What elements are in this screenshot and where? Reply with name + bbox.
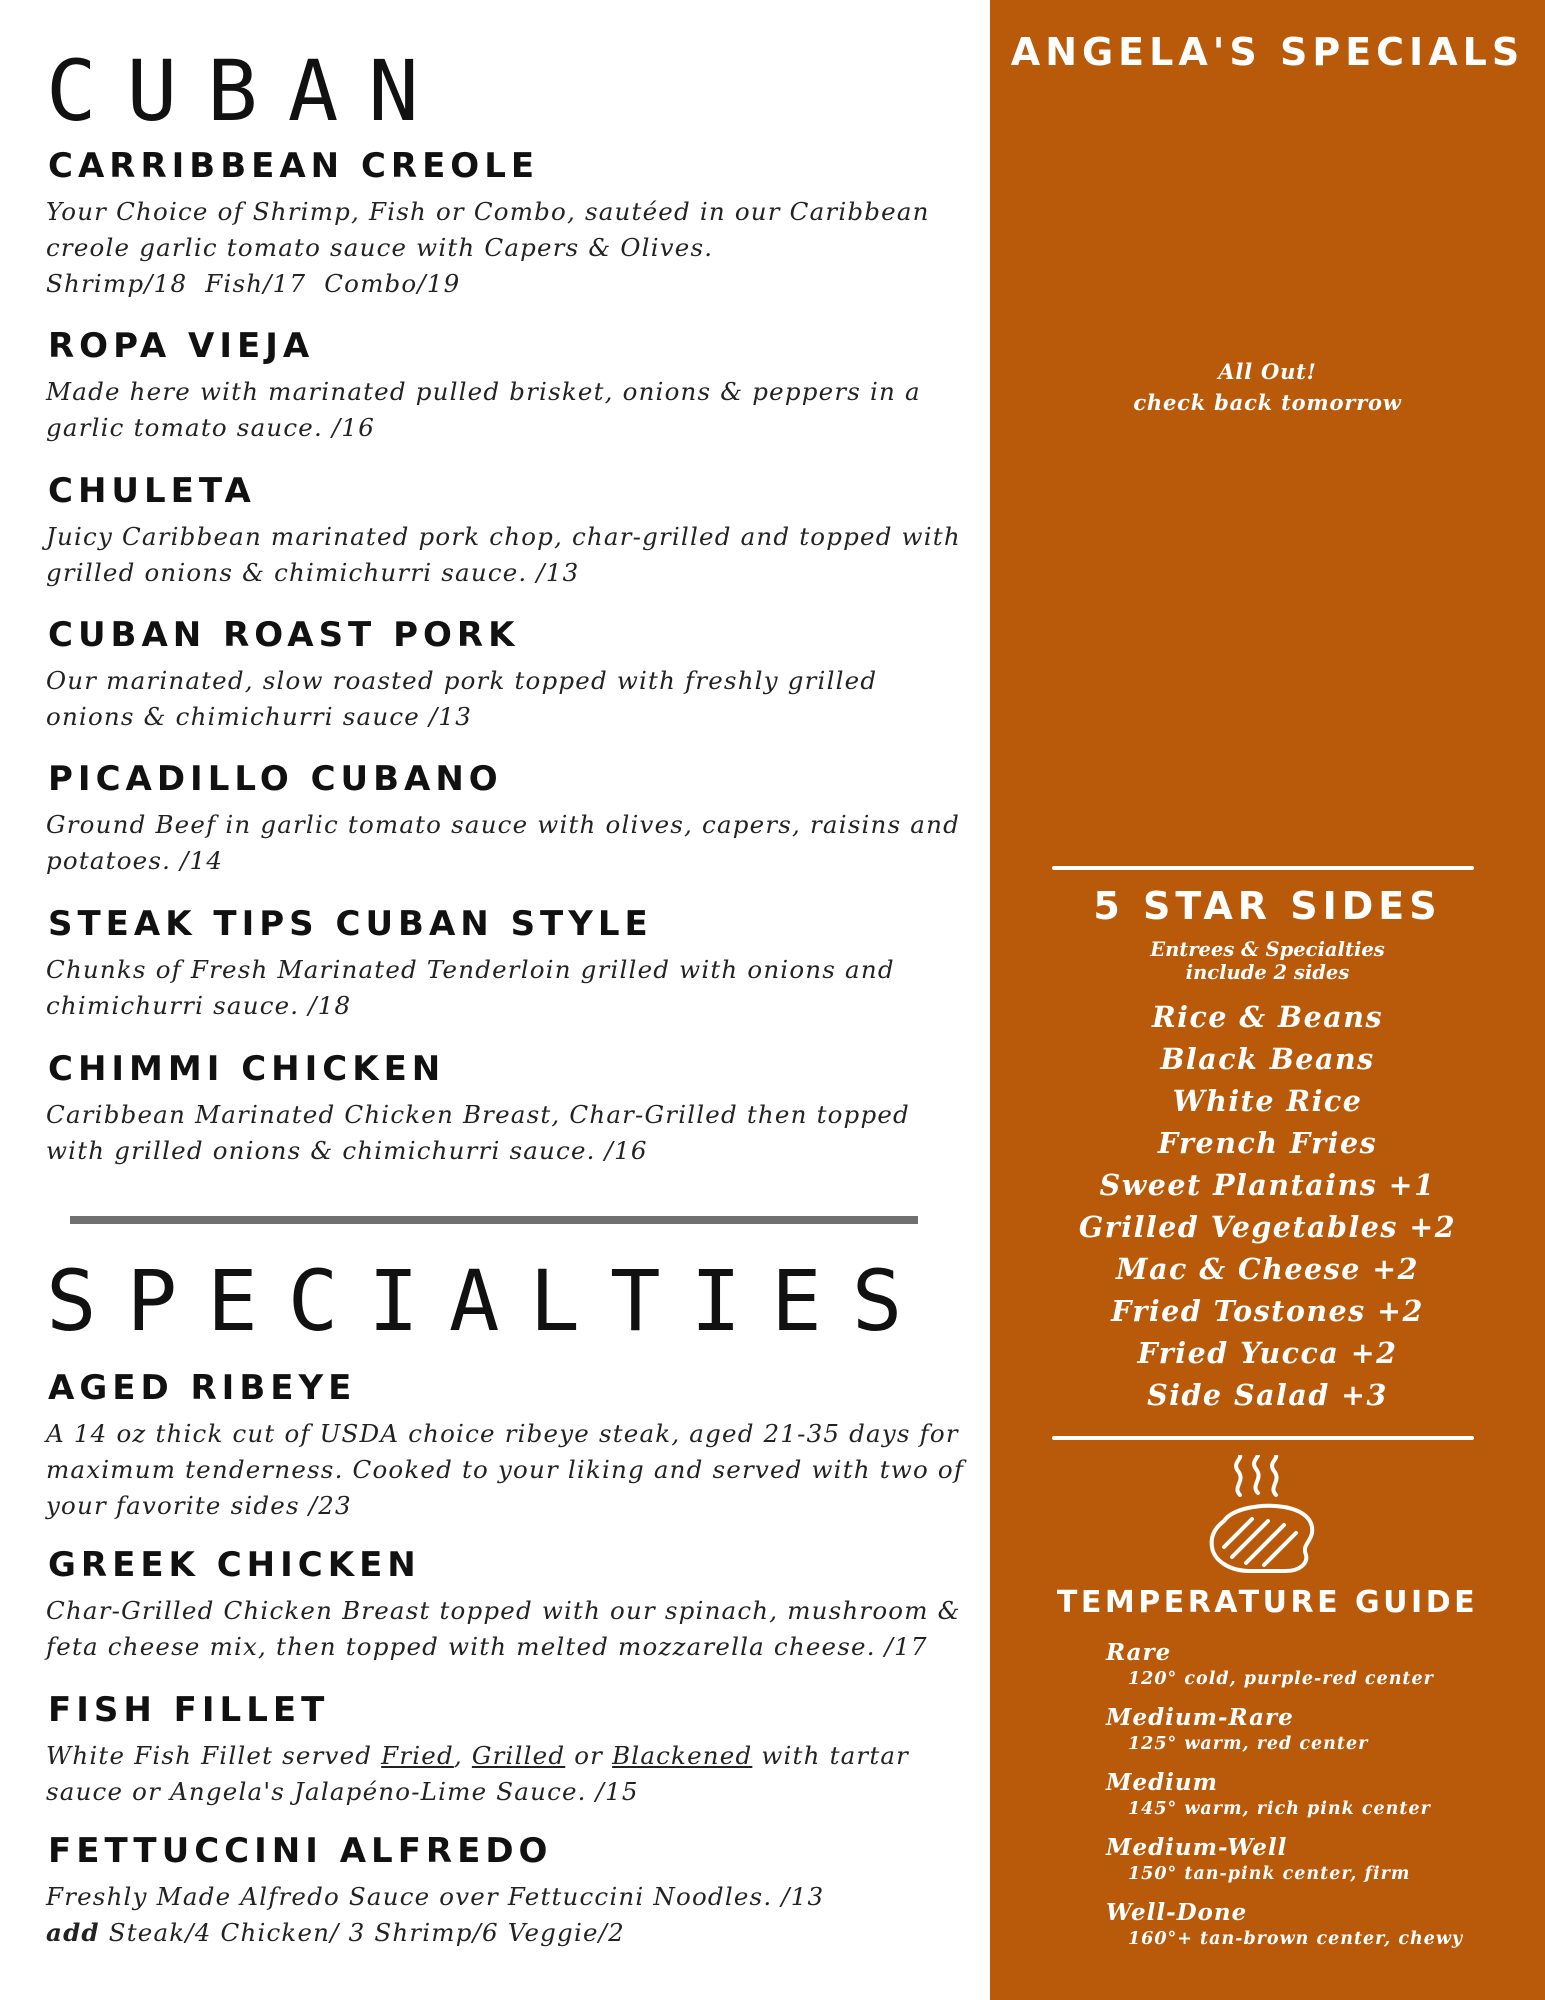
option-fried: Fried	[381, 1741, 454, 1770]
option-blackened: Blackened	[612, 1741, 753, 1770]
sides-list	[990, 996, 1545, 1416]
side-item: Rice & Beans	[1151, 1000, 1384, 1034]
add-options: Steak/4 Chicken/ 3 Shrimp/6 Veggie/2	[99, 1918, 625, 1947]
menu-item-description	[46, 1879, 946, 1951]
menu-item-description	[46, 194, 946, 302]
temperature-entry-rare	[1106, 1638, 1526, 1703]
menu-item-description	[46, 1097, 946, 1169]
menu-item-fish-fillet	[46, 1690, 946, 1810]
menu-item-name: AGED RIBEYE	[48, 1368, 357, 1408]
menu-item-name: CHULETA	[48, 471, 256, 511]
menu-item-name: STEAK TIPS CUBAN STYLE	[48, 904, 653, 944]
desc-line	[46, 1738, 946, 1774]
menu-item-fettuccini-alfredo	[46, 1831, 946, 1951]
temperature-entry-medium-well	[1106, 1833, 1526, 1898]
steak-icon	[1202, 1455, 1320, 1583]
desc-line: maximum tenderness. Cooked to your liking and served with two of	[46, 1455, 965, 1484]
menu-item-description	[46, 952, 946, 1024]
desc-line: grilled onions & chimichurri sauce. /13	[46, 558, 580, 587]
desc-line: Our marinated, slow roasted pork topped with freshly grilled	[46, 666, 878, 695]
desc-line: with grilled onions & chimichurri sauce. /16	[46, 1136, 648, 1165]
temperature-description: 160°+ tan-brown center, chewy	[1128, 1929, 1464, 1949]
temperature-description: 125° warm, red center	[1128, 1734, 1369, 1754]
menu-item-name: FISH FILLET	[48, 1690, 330, 1730]
menu-item-name: CHIMMI CHICKEN	[48, 1049, 446, 1089]
add-label: add	[46, 1918, 100, 1947]
side-item: French Fries	[1157, 1126, 1378, 1160]
desc-line: Freshly Made Alfredo Sauce over Fettuccini Noodles. /13	[46, 1882, 825, 1911]
side-item: Fried Tostones +2	[1111, 1294, 1424, 1328]
desc-line: feta cheese mix, then topped with melted mozzarella cheese. /17	[46, 1632, 928, 1661]
menu-item-cuban-roast-pork	[46, 615, 946, 735]
temperature-entry-well-done	[1106, 1898, 1526, 1963]
desc-line: sauce or Angela's Jalapéno-Lime Sauce. /15	[46, 1777, 639, 1806]
menu-item-name: ROPA VIEJA	[48, 326, 315, 366]
cuban-section-title: CUBAN	[46, 42, 449, 140]
brush-divider	[1052, 1436, 1474, 1440]
menu-item-name: GREEK CHICKEN	[48, 1545, 421, 1585]
specialties-section-title: SPECIALTIES	[46, 1252, 933, 1350]
temperature-guide-title: TEMPERATURE GUIDE	[1056, 1585, 1479, 1620]
menu-item-greek-chicken	[46, 1545, 961, 1665]
menu-item-description	[46, 663, 946, 735]
menu-item-description	[46, 807, 960, 879]
sold-out-note	[990, 356, 1545, 418]
specials-sidebar	[990, 0, 1545, 2000]
sides-subtitle-line: Entrees & Specialties	[1150, 938, 1385, 961]
temperature-name: Rare	[1106, 1639, 1172, 1666]
side-item: Mac & Cheese +2	[1116, 1252, 1419, 1286]
temperature-name: Well-Done	[1106, 1899, 1248, 1926]
temperature-description: 145° warm, rich pink center	[1128, 1799, 1431, 1819]
desc-line: Char-Grilled Chicken Breast topped with our spinach, mushroom &	[46, 1596, 961, 1625]
sold-out-line: check back tomorrow	[1133, 390, 1402, 415]
menu-item-name: CUBAN ROAST PORK	[48, 615, 520, 655]
side-item: Sweet Plantains +1	[1099, 1168, 1436, 1202]
desc-line: Juicy Caribbean marinated pork chop, char-grilled and topped with	[46, 522, 961, 551]
menu-item-steak-tips-cuban-style	[46, 904, 946, 1024]
temperature-name: Medium	[1106, 1769, 1218, 1796]
desc-line: Chunks of Fresh Marinated Tenderloin grilled with onions and	[46, 955, 895, 984]
option-grilled: Grilled	[471, 1741, 566, 1770]
side-item: White Rice	[1172, 1084, 1363, 1118]
side-item: Black Beans	[1160, 1042, 1375, 1076]
desc-text: ,	[453, 1741, 472, 1770]
desc-line: Shrimp/18 Fish/17 Combo/19	[46, 269, 461, 298]
desc-line: Your Choice of Shrimp, Fish or Combo, sautéed in our Caribbean	[46, 197, 930, 226]
menu-item-description	[46, 519, 961, 591]
desc-line: onions & chimichurri sauce /13	[46, 702, 472, 731]
desc-text: with tartar	[752, 1741, 910, 1770]
desc-line: garlic tomato sauce. /16	[46, 413, 375, 442]
sold-out-line: All Out!	[1218, 359, 1317, 384]
menu-item-chuleta	[46, 471, 961, 591]
desc-line: creole garlic tomato sauce with Capers & Olives.	[46, 233, 714, 262]
desc-line: A 14 oz thick cut of USDA choice ribeye steak, aged 21-35 days for	[46, 1419, 959, 1448]
menu-item-description	[46, 374, 946, 446]
menu-item-description	[46, 1593, 961, 1665]
desc-line: Caribbean Marinated Chicken Breast, Char-Grilled then topped	[46, 1100, 910, 1129]
temperature-entry-medium-rare	[1106, 1703, 1526, 1768]
desc-text: White Fish Fillet served	[46, 1741, 382, 1770]
temperature-name: Medium-Well	[1106, 1834, 1288, 1861]
side-item: Fried Yucca +2	[1137, 1336, 1398, 1370]
menu-item-chimmi-chicken	[46, 1049, 946, 1169]
menu-item-ropa-vieja	[46, 326, 946, 446]
desc-line: chimichurri sauce. /18	[46, 991, 352, 1020]
menu-item-picadillo-cubano	[46, 759, 960, 879]
temperature-list	[1106, 1638, 1526, 1963]
desc-line: your favorite sides /23	[46, 1491, 352, 1520]
desc-line	[46, 1915, 946, 1951]
sides-title: 5 STAR SIDES	[1093, 884, 1442, 928]
desc-line: Made here with marinated pulled brisket, onions & peppers in a	[46, 377, 921, 406]
temperature-entry-medium	[1106, 1768, 1526, 1833]
desc-line: potatoes. /14	[46, 846, 224, 875]
menu-item-name: PICADILLO CUBANO	[48, 759, 503, 799]
temperature-name: Medium-Rare	[1106, 1704, 1294, 1731]
menu-item-name: CARRIBBEAN CREOLE	[48, 146, 540, 186]
side-item: Side Salad +3	[1147, 1378, 1388, 1412]
menu-item-description	[46, 1416, 965, 1524]
brush-divider	[1052, 866, 1474, 870]
side-item: Grilled Vegetables +2	[1078, 1210, 1457, 1244]
menu-item-description	[46, 1738, 946, 1810]
section-divider	[70, 1216, 918, 1224]
desc-text: or	[565, 1741, 613, 1770]
menu-item-name: FETTUCCINI ALFREDO	[48, 1831, 553, 1871]
desc-line: Ground Beef in garlic tomato sauce with olives, capers, raisins and	[46, 810, 960, 839]
specials-title: ANGELA'S SPECIALS	[1010, 30, 1525, 74]
sides-subtitle-line: include 2 sides	[1185, 961, 1350, 984]
sides-subtitle	[990, 938, 1545, 984]
temperature-description: 120° cold, purple-red center	[1128, 1669, 1434, 1689]
menu-item-aged-ribeye	[46, 1368, 965, 1524]
menu-item-carribbean-creole	[46, 146, 946, 302]
temperature-description: 150° tan-pink center, firm	[1128, 1864, 1411, 1884]
